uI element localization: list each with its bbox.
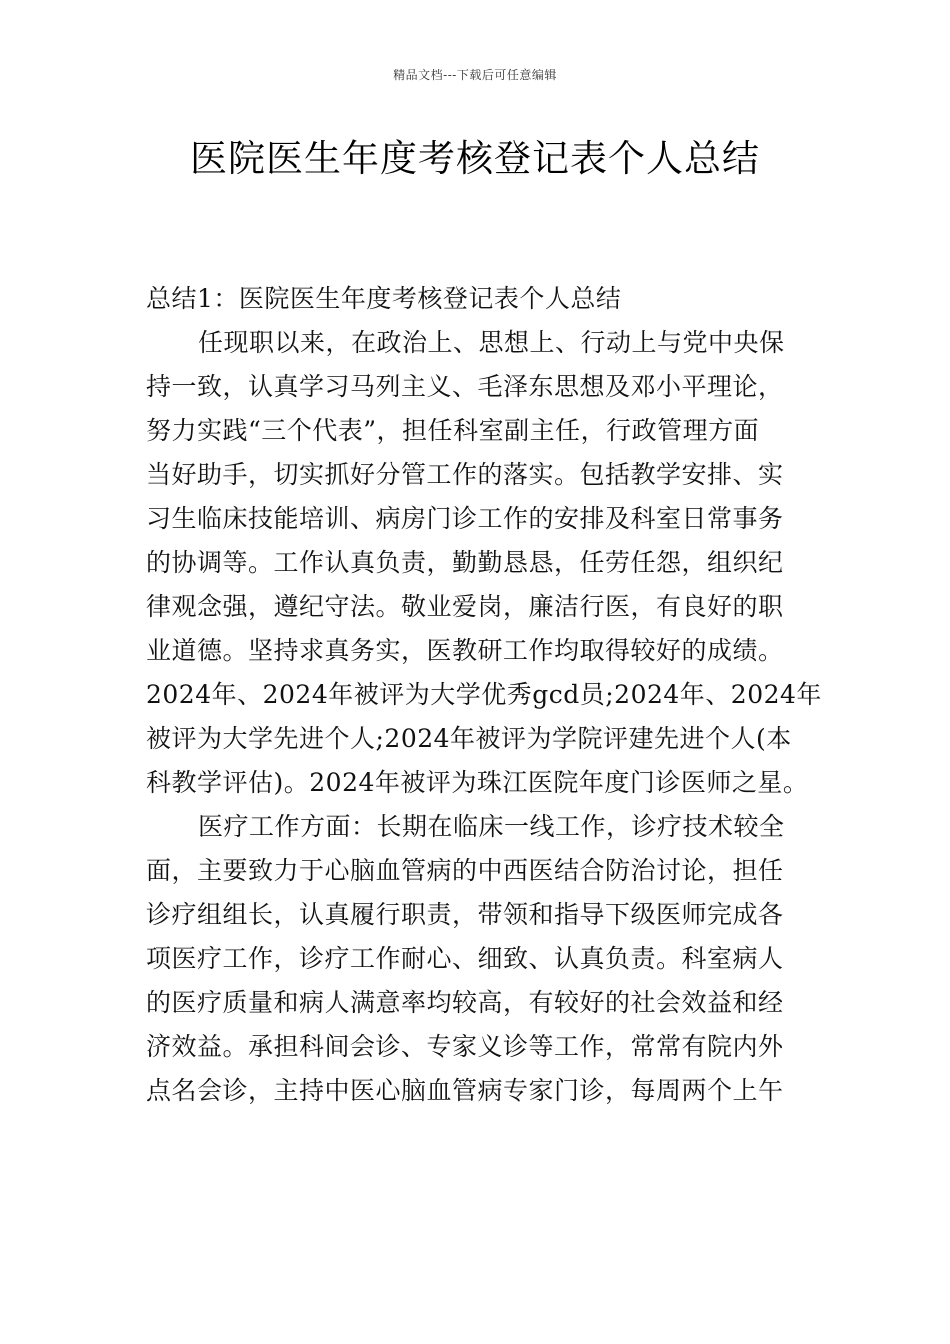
text-line: 济效益。承担科间会诊、专家义诊等工作，常常有院内外 [146,1032,784,1061]
text-line: 律观念强，遵纪守法。敬业爱岗，廉洁行医，有良好的职 [146,592,784,621]
text-line: 诊疗组组长，认真履行职责，带领和指导下级医师完成各 [146,900,784,929]
text-line: 面，主要致力于心脑血管病的中西医结合防治讨论，担任 [146,856,784,885]
text-line: 的协调等。工作认真负责，勤勤恳恳，任劳任怨，组织纪 [146,548,784,577]
text-line: 习生临床技能培训、病房门诊工作的安排及科室日常事务 [146,504,784,533]
text-line: 任现职以来，在政治上、思想上、行动上与党中央保 [198,328,785,357]
text-line: 医疗工作方面：长期在临床一线工作，诊疗技术较全 [198,812,785,841]
text-line: 被评为大学先进个人;2024年被评为学院评建先进个人(本 [146,724,792,753]
document-title: 医院医生年度考核登记表个人总结 [190,137,760,180]
text-line: 科教学评估)。2024年被评为珠江医院年度门诊医师之星。 [146,768,809,797]
document-body [146,280,822,1116]
header-note: 精品文档---下载后可任意编辑 [393,68,557,82]
text-line: 的医疗质量和病人满意率均较高，有较好的社会效益和经 [146,988,784,1017]
text-line: 项医疗工作，诊疗工作耐心、细致、认真负责。科室病人 [146,944,784,973]
text-line: 2024年、2024年被评为大学优秀gcd员;2024年、2024年 [146,680,822,709]
text-line: 努力实践“三个代表”，担任科室副主任，行政管理方面 [146,416,760,445]
text-line: 业道德。坚持求真务实，医教研工作均取得较好的成绩。 [146,636,784,665]
text-line: 持一致，认真学习马列主义、毛泽东思想及邓小平理论， [146,372,784,401]
text-line: 点名会诊，主持中医心脑血管病专家门诊，每周两个上午 [146,1076,784,1105]
text-line: 总结1：医院医生年度考核登记表个人总结 [146,284,622,313]
text-line: 当好助手，切实抓好分管工作的落实。包括教学安排、实 [146,460,784,489]
